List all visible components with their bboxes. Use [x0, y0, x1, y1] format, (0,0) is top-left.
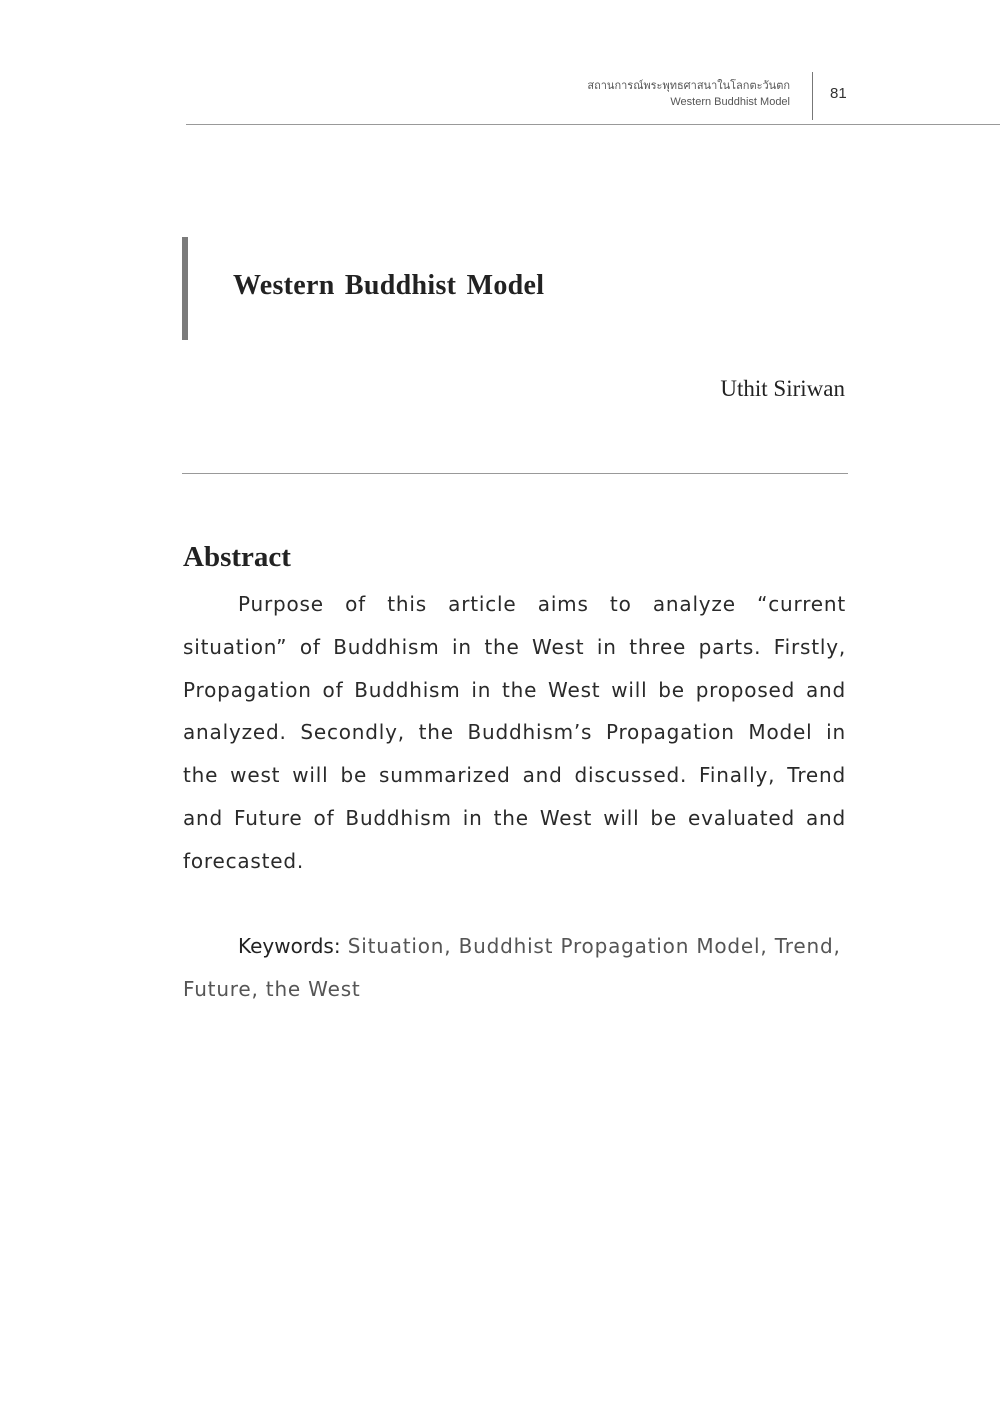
author-name: Uthit Siriwan — [720, 376, 845, 401]
header-rule — [186, 124, 1000, 125]
article-title: Western Buddhist Model — [233, 270, 545, 301]
title-accent-bar — [182, 237, 188, 340]
keywords-list: Situation, Buddhist Propagation Model, Trend, Future, the West — [183, 934, 841, 1001]
running-head-english-title: Western Buddhist Model — [670, 96, 790, 108]
section-divider — [182, 473, 848, 474]
abstract-heading: Abstract — [183, 541, 291, 573]
running-head-thai-title: สถานการณ์พระพุทธศาสนาในโลกตะวันตก — [587, 80, 790, 92]
abstract-body: Purpose of this article aims to analyze “current situation” of Buddhism in the West in three parts. Firstly, Propagation of Buddhism in the West will be proposed and analyzed. Secondly, the Buddhism’s Propagation Model in the west will be summarized and discussed. Finally, Trend and Future of Buddhism in the West will be evaluated and forecasted. — [183, 592, 846, 873]
keywords-label: Keywords: — [238, 934, 341, 958]
header-divider — [812, 72, 813, 120]
running-head — [587, 78, 790, 110]
page-number: 81 — [830, 85, 847, 102]
keywords-paragraph — [183, 925, 846, 1011]
